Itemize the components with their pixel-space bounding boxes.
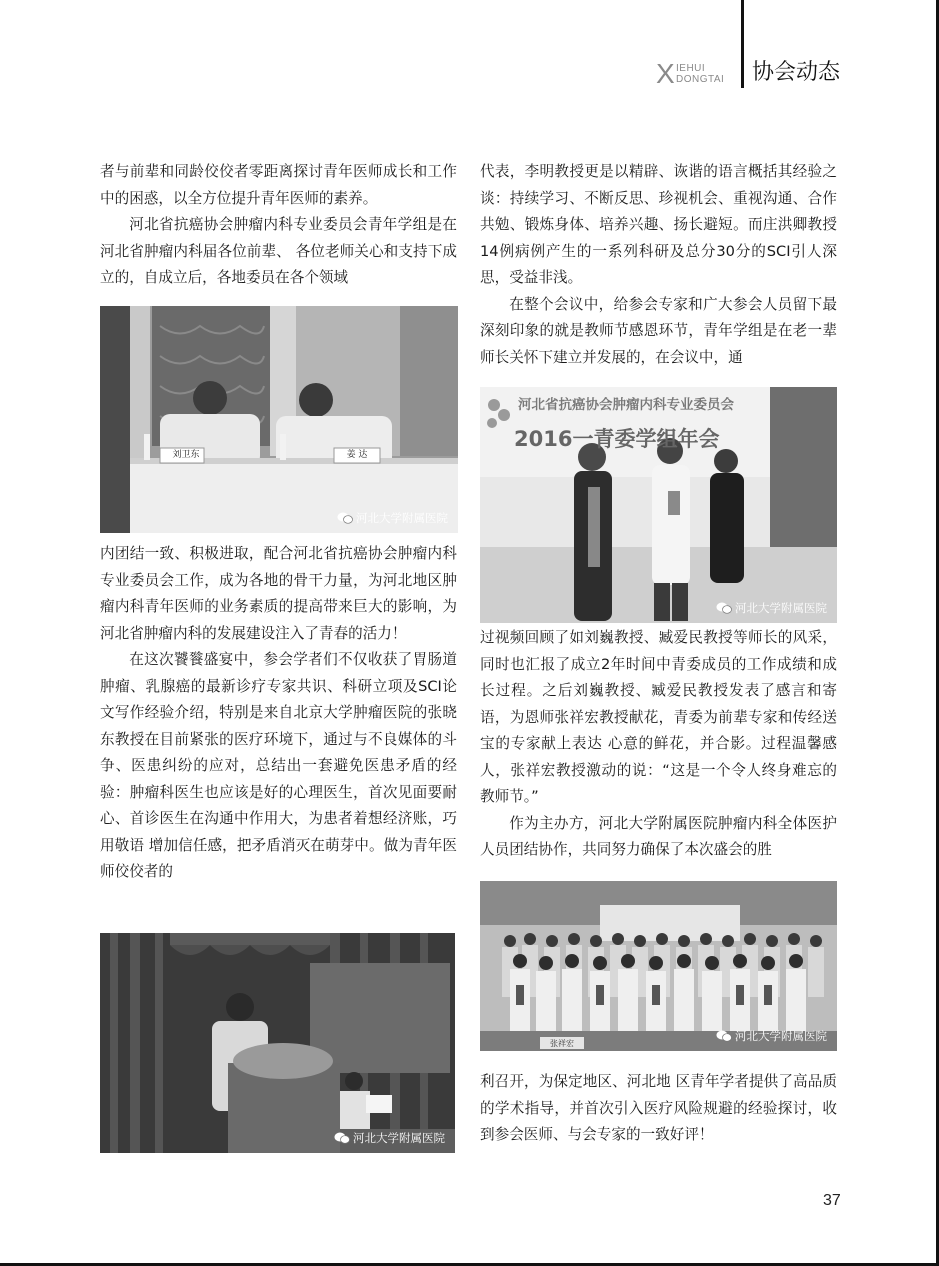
- header-logo-letter: X: [656, 58, 675, 89]
- photo-speakers-at-table: [100, 306, 458, 533]
- header-divider: [741, 0, 744, 88]
- photo-group: [480, 881, 837, 1051]
- photo-watermark: [334, 1131, 445, 1145]
- right-column-block-3: [480, 1069, 837, 1149]
- watermark-text: 河北大学附属医院: [356, 511, 448, 525]
- left-column-block-2: [100, 541, 457, 886]
- photo-group-illustration: [480, 881, 837, 1051]
- wechat-icon: [337, 512, 353, 524]
- header-code-top: IEHUI: [676, 63, 706, 74]
- name-placard: 张祥宏: [550, 1039, 574, 1048]
- wechat-icon: [716, 602, 732, 614]
- photo-speaker-at-podium: [100, 933, 455, 1153]
- paragraph: 内团结一致、积极进取，配合河北省抗癌协会肿瘤内科专业委员会工作，成为各地的骨干力量，为河北地区肿瘤内科青年医师的业务素质的提高带来巨大的影响，为河北省肿瘤内科的发展建设注入了青春的活力！: [100, 545, 457, 642]
- paragraph: 利召开，为保定地区、河北地 区青年学者提供了高品质的学术指导，并首次引入医疗风险规避的经验探讨，收到参会医师、与会专家的一致好评！: [480, 1073, 837, 1143]
- banner-line-2: 2016一青委学组年会: [514, 427, 720, 451]
- paragraph: 在这次饕餮盛宴中，参会学者们不仅收获了胃肠道肿瘤、乳腺癌的最新诊疗专家共识、科研立项及SCI论文写作经验介绍，特别是来自北京大学肿瘤医院的张晓东教授在目前紧张的医疗环境下，通过与不良媒体的斗争、医患纠纷的应对，总结出一套避免医患矛盾的经验：肿瘤科医生也应该是好的心理医生，首次见面要耐心、首诊医生在沟通中作用大，为患者着想经济账，巧用敬语 增加信任感，把矛盾消灭在萌芽中。做为青年医师佼佼者的: [100, 651, 457, 880]
- paragraph: 者与前辈和同龄佼佼者零距离探讨青年医师成长和工作中的困惑，以全方位提升青年医师的素养。: [100, 163, 457, 207]
- wechat-icon: [334, 1132, 350, 1144]
- left-column-block-1: [100, 159, 457, 292]
- right-column-block-2: [480, 625, 837, 864]
- watermark-text: 河北大学附属医院: [735, 1029, 827, 1043]
- photo-watermark: [716, 1029, 827, 1043]
- wechat-icon: [716, 1030, 732, 1042]
- watermark-text: 河北大学附属医院: [353, 1131, 445, 1145]
- header-code-bottom: DONGTAI: [676, 74, 725, 85]
- nameplate-left: 刘卫东: [172, 450, 200, 460]
- photo-speakers-at-table-illustration: [100, 306, 458, 533]
- banner-line-1: 河北省抗癌协会肿瘤内科专业委员会: [518, 397, 734, 413]
- right-column-block-1: [480, 159, 837, 371]
- page-number: 37: [823, 1192, 841, 1209]
- watermark-text: 河北大学附属医院: [735, 601, 827, 615]
- photo-award-presentation: [480, 387, 837, 623]
- photo-watermark: [716, 601, 827, 615]
- paragraph: 河北省抗癌协会肿瘤内科专业委员会青年学组是在河北省肿瘤内科届各位前辈、 各位老师关心和支持下成立的，自成立后，各地委员在各个领域: [100, 216, 457, 286]
- paragraph: 作为主办方，河北大学附属医院肿瘤内科全体医护人员团结协作，共同努力确保了本次盛会的胜: [480, 814, 837, 858]
- photo-award-presentation-illustration: [480, 387, 837, 623]
- section-title: 协会动态: [752, 60, 841, 85]
- paragraph: 代表，李明教授更是以精辟、诙谐的语言概括其经验之谈：持续学习、不断反思、珍视机会、重视沟通、合作共勉、锻炼身体、培养兴趣、扬长避短。而庄洪卿教授14例病例产生的一系列科研及总分30分的SCI引人深思，受益非浅。: [480, 163, 837, 286]
- paragraph: 过视频回顾了如刘巍教授、臧爱民教授等师长的风采，同时也汇报了成立2年时间中青委成员的工作成绩和成长过程。之后刘巍教授、臧爱民教授发表了感言和寄语，为恩师张祥宏教授献花，青委为前辈专家和传经送宝的专家献上表达 心意的鲜花，并合影。过程温馨感人，张祥宏教授激动的说：“这是一个令人终身难忘的教师节。”: [480, 629, 837, 805]
- photo-watermark: [337, 511, 448, 525]
- photo-speaker-at-podium-illustration: [100, 933, 455, 1153]
- paragraph: 在整个会议中，给参会专家和广大参会人员留下最深刻印象的就是教师节感恩环节，青年学组是在老一辈师长关怀下建立并发展的，在会议中，通: [480, 295, 837, 366]
- nameplate-right: 姜 达: [346, 450, 368, 460]
